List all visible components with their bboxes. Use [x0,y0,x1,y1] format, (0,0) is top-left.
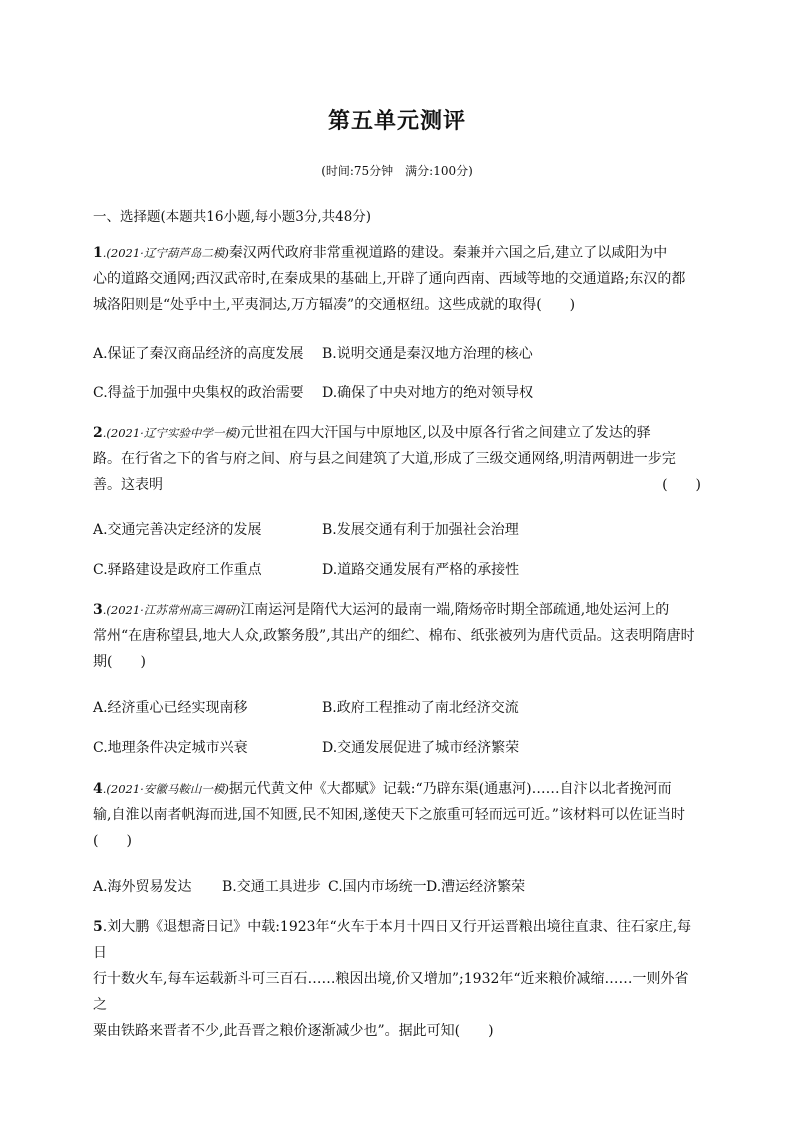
option-d: D.交通发展促进了城市经济繁荣 [322,740,520,756]
question-text: 元世祖在四大汗国与中原地区,以及中原各行省之间建立了发达的驿 [240,425,651,441]
option-c: C.地理条件决定城市兴衰 [93,740,248,756]
question-number: 3 [93,602,103,618]
question-number: 4 [93,781,103,797]
question-2 [93,420,701,498]
question-text: 善。这表明 [93,477,163,493]
option-c: C.驿路建设是政府工作重点 [93,562,262,578]
question-source: .(2021·辽宁葫芦岛二模) [102,246,229,260]
page-subtitle: (时间:75分钟 满分:100分) [321,164,473,178]
option-b: B.发展交通有利于加强社会治理 [322,522,519,538]
options-row [93,697,701,717]
page-title: 第五单元测评 [327,109,466,134]
question-line: 粟由铁路来晋者不少,此吾晋之粮价逐渐减少也”。据此可知( ) [93,1023,494,1039]
question-line [93,420,701,446]
question-source: .(2021·江苏常州高三调研) [102,603,241,617]
question-source: .(2021·安徽马鞍山一模) [102,782,229,796]
option-a: A.经济重心已经实现南移 [93,700,248,716]
question-line: 城洛阳则是“处乎中土,平夷洞达,万方辐凑”的交通枢纽。这些成就的取得( ) [93,297,576,313]
question-line: 心的道路交通网;西汉武帝时,在秦成果的基础上,开辟了通向西南、西域等地的交通道路;东汉的都 [93,271,686,287]
option-d: D.漕运经济繁荣 [426,879,526,895]
options-row [93,737,701,757]
option-a: A.交通完善决定经济的发展 [93,522,262,538]
question-3 [93,597,701,675]
options-row [93,519,701,539]
option-b: B.交通工具进步 [222,879,321,895]
options-row [93,876,701,896]
question-line: 期( ) [93,654,146,670]
question-line [93,914,701,966]
question-text: 据元代黄文仲《大都赋》记载:“乃辟东渠(通惠河)……自汴以北者挽河而 [228,781,672,797]
question-line: 行十数火车,每车运载新斗可三百石……粮因出境,价又增加”;1932年“近来粮价减缩……一则外省之 [93,971,689,1013]
section-heading: 一、选择题(本题共16小题,每小题3分,共48分) [93,209,372,225]
option-d: D.确保了中央对地方的绝对领导权 [322,385,534,401]
question-text: 江南运河是隋代大运河的最南一端,隋炀帝时期全部疏通,地处运河上的 [240,602,670,618]
question-line [93,776,701,802]
options-row [93,343,701,363]
question-line: 输,自淮以南者帆海而进,国不知匮,民不知困,遂使天下之旅重可轻而远可近。”该材料可以佐证当时 [93,807,685,823]
option-a: A.海外贸易发达 [93,879,192,895]
question-1 [93,240,701,318]
question-number: 1 [93,245,103,261]
option-b: B.政府工程推动了南北经济交流 [322,700,519,716]
question-number: 5 [93,919,103,935]
question-line: 常州“在唐称望县,地大人众,政繁务殷”,其出产的细纻、棉布、纸张被列为唐代贡品。这表明隋唐时 [93,628,695,644]
question-5 [93,914,701,1044]
question-4 [93,776,701,854]
question-line [93,597,701,623]
option-b: B.说明交通是秦汉地方治理的核心 [322,346,533,362]
option-a: A.保证了秦汉商品经济的高度发展 [93,346,304,362]
question-number: 2 [93,425,103,441]
question-line: 路。在行省之下的省与府之间、府与县之间建筑了大道,形成了三级交通网络,明清两朝进一步完 [93,451,676,467]
question-line [93,472,701,498]
option-c: C.得益于加强中央集权的政治需要 [93,385,304,401]
answer-blank: ( ) [662,477,701,493]
question-line [93,240,701,266]
options-row [93,559,701,579]
options-row [93,382,701,402]
option-d: D.道路交通发展有严格的承接性 [322,562,520,578]
question-line: ( ) [93,833,132,849]
option-c: C.国内市场统一 [328,879,427,895]
question-text: .刘大鹏《退想斋日记》中载:1923年“火车于本月十四日又行开运晋粮出境往直隶、往石家庄,每日 [93,919,692,961]
question-text: 秦汉两代政府非常重视道路的建设。秦兼并六国之后,建立了以咸阳为中 [228,245,668,261]
question-source: .(2021·辽宁实验中学一模) [102,426,241,440]
